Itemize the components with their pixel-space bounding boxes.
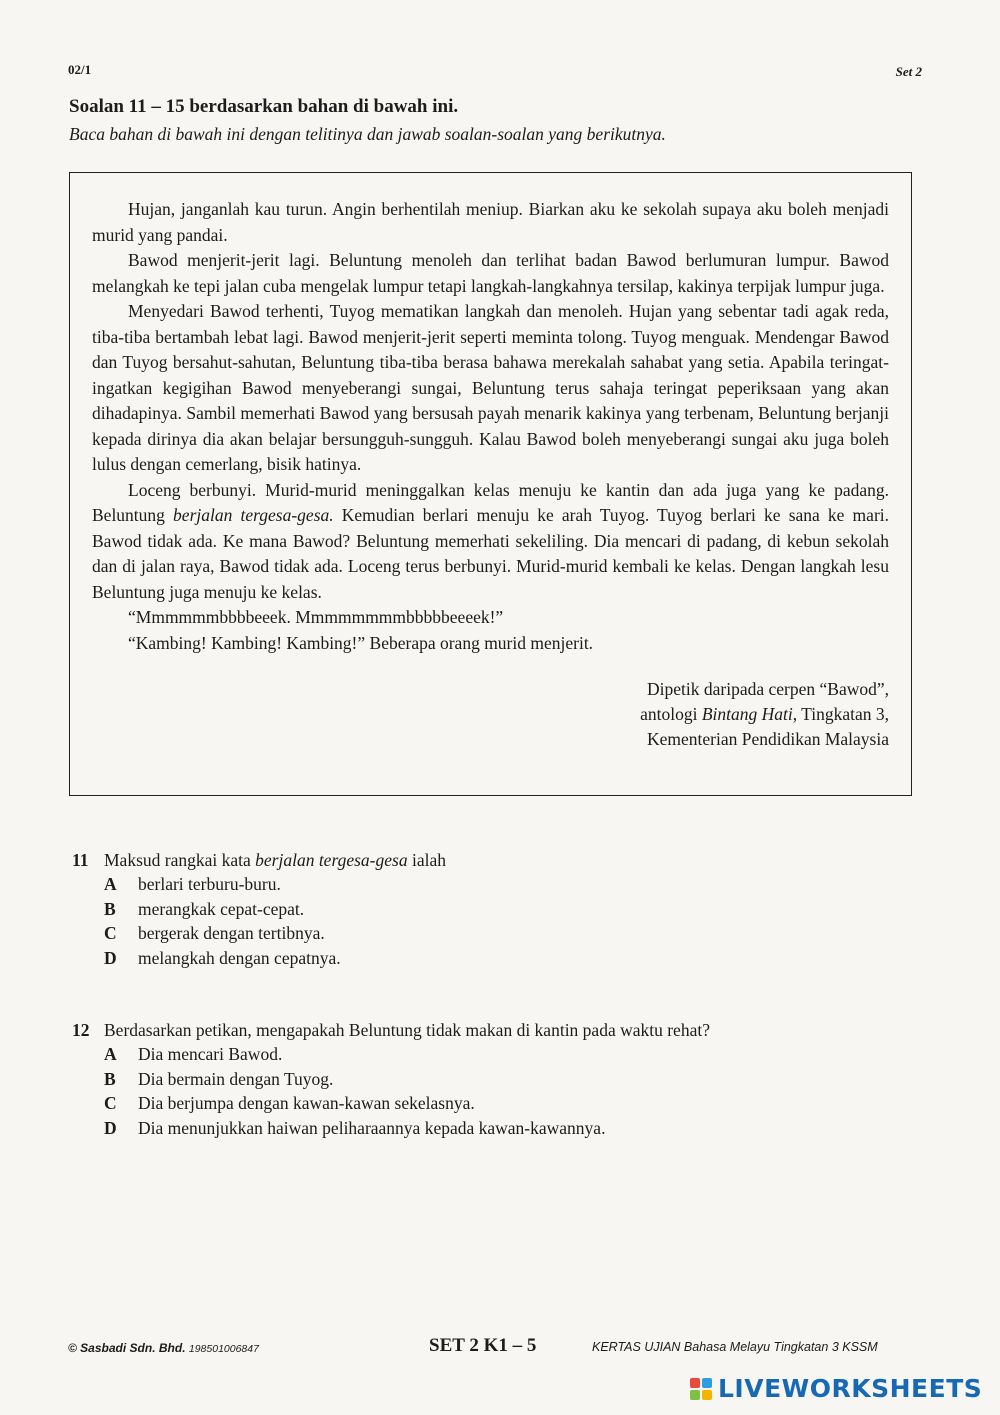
passage-paragraph-2: Bawod menjerit-jerit lagi. Beluntung menoleh dan terlihat badan Bawod berlumuran lumpur. Bawod melangkah ke tepi jalan cuba mengelak lumpur tetapi langkah-langkahnya tersilap, kakinya terpijak lumpur juga. xyxy=(92,250,889,296)
option-d[interactable] xyxy=(72,1116,932,1140)
option-letter: B xyxy=(104,898,116,919)
question-12 xyxy=(72,1018,932,1140)
question-stem-end: ialah xyxy=(407,850,446,870)
option-b[interactable] xyxy=(72,897,932,921)
watermark-text: LIVEWORKSHEETS xyxy=(718,1374,983,1403)
option-a[interactable] xyxy=(72,1042,932,1066)
option-text: berlari terburu-buru. xyxy=(138,874,281,895)
footer-page-label: SET 2 K1 – 5 xyxy=(429,1335,537,1356)
publisher-name: © Sasbadi Sdn. Bhd. xyxy=(68,1341,186,1355)
option-text: Dia berjumpa dengan kawan-kawan sekelasnya. xyxy=(138,1093,475,1114)
option-a[interactable] xyxy=(72,872,932,896)
passage-dialogue-1: “Mmmmmmbbbbeeek. Mmmmmmmmbbbbbeeeek!” xyxy=(128,607,504,627)
liveworksheets-watermark xyxy=(690,1374,982,1403)
option-text: melangkah dengan cepatnya. xyxy=(138,947,341,968)
question-number: 11 xyxy=(72,850,89,870)
instruction-subtitle: Baca bahan di bawah ini dengan telitinya dan jawab soalan-soalan yang berikutnya. xyxy=(69,124,666,144)
option-c[interactable] xyxy=(72,1091,932,1115)
option-b[interactable] xyxy=(72,1067,932,1091)
question-number: 12 xyxy=(72,1020,90,1040)
passage-box xyxy=(69,172,912,796)
footer-publisher xyxy=(68,1341,259,1355)
option-letter: C xyxy=(104,1093,117,1114)
question-stem-phrase: berjalan tergesa-gesa xyxy=(255,850,408,870)
option-c[interactable] xyxy=(72,921,932,945)
passage-paragraph-3: Menyedari Bawod terhenti, Tuyog mematikan langkah dan menoleh. Hujan yang sebentar tadi agak reda, tiba-tiba bertambah lebat lagi. Bawod menjerit-jerit seperti meminta tolong. Tuyog menguak. Mendengar Bawod dan Tuyog bersahut-sahutan, Beluntung tiba-tiba berasa bahawa merekalah sahabat yang setia. Apabila teringat-ingatkan kegigihan Bawod menyeberangi sungai, Beluntung terus sahaja teringat peperiksaan yang akan dihadapinya. Sambil memerhati Bawod yang bersusah payah menarik kakinya yang terbenam, Beluntung berjanji kepada dirinya dia akan belajar bersungguh-sungguh. Kalau Bawod boleh menyeberangi sungai aku juga boleh lulus dengan cemerlang, bisik hatinya. xyxy=(92,301,889,474)
passage-p4-end: Kemudian berlari menuju ke arah Tuyog. Tuyog berlari ke sana ke mari. Bawod tidak ada. Ke mana Bawod? Beluntung memerhati sekeliling. Dia mencari di padang, di kebun sekolah dan di jalan raya, Bawod tidak ada. Loceng terus berbunyi. Murid-murid kembali ke kelas. Dengan langkah lesu Beluntung juga menuju ke kelas. xyxy=(92,505,890,602)
question-stem xyxy=(104,848,446,872)
instruction-title: Soalan 11 – 15 berdasarkan bahan di bawah ini. xyxy=(69,96,459,117)
question-stem-start: Maksud rangkai kata xyxy=(104,850,256,870)
option-text: bergerak dengan tertibnya. xyxy=(138,923,325,944)
passage-source xyxy=(92,677,889,752)
passage-p4-start: Loceng berbunyi. Murid-murid meninggalkan kelas menuju ke kantin dan ada juga yang ke padang. Beluntung xyxy=(92,479,889,525)
logo-square xyxy=(690,1378,700,1388)
passage-paragraph-4 xyxy=(92,478,889,606)
liveworksheets-logo-icon xyxy=(690,1378,712,1400)
question-11 xyxy=(72,848,932,970)
paper-code: 02/1 xyxy=(68,62,92,77)
option-letter: D xyxy=(104,947,117,968)
option-text: merangkak cepat-cepat. xyxy=(138,898,305,919)
passage-dialogue-2: “Kambing! Kambing! Kambing!” Beberapa orang murid menjerit. xyxy=(128,632,594,653)
logo-square xyxy=(702,1390,712,1400)
source-book-title: Bintang Hati xyxy=(701,704,793,724)
logo-square xyxy=(690,1390,700,1400)
option-d[interactable] xyxy=(72,946,932,970)
option-letter: A xyxy=(104,874,117,895)
option-letter: C xyxy=(104,923,117,944)
source-line-3: Kementerian Pendidikan Malaysia xyxy=(646,729,889,749)
option-letter: D xyxy=(104,1117,117,1138)
passage-p4-highlight: berjalan tergesa-gesa. xyxy=(173,505,334,525)
question-stem: Berdasarkan petikan, mengapakah Beluntung tidak makan di kantin pada waktu rehat? xyxy=(104,1020,710,1040)
source-line-1: Dipetik daripada cerpen “Bawod”, xyxy=(647,679,889,699)
option-text: Dia mencari Bawod. xyxy=(138,1044,283,1065)
footer-paper-title: KERTAS UJIAN Bahasa Melayu Tingkatan 3 KSSM xyxy=(592,1340,878,1354)
logo-square xyxy=(702,1378,712,1388)
option-letter: A xyxy=(104,1044,117,1065)
source-line-2-prefix: antologi xyxy=(640,704,702,724)
set-label: Set 2 xyxy=(895,64,922,79)
passage-paragraph-1: Hujan, janganlah kau turun. Angin berhentilah meniup. Biarkan aku ke sekolah supaya aku boleh menjadi murid yang pandai. xyxy=(92,199,889,245)
option-text: Dia menunjukkan haiwan peliharaannya kepada kawan-kawannya. xyxy=(138,1117,606,1138)
source-line-2-suffix: , Tingkatan 3, xyxy=(792,704,889,724)
source-line-2 xyxy=(92,702,889,727)
option-letter: B xyxy=(104,1068,116,1089)
option-text: Dia bermain dengan Tuyog. xyxy=(138,1068,334,1089)
publisher-reg-no: 198501006847 xyxy=(188,1343,259,1355)
